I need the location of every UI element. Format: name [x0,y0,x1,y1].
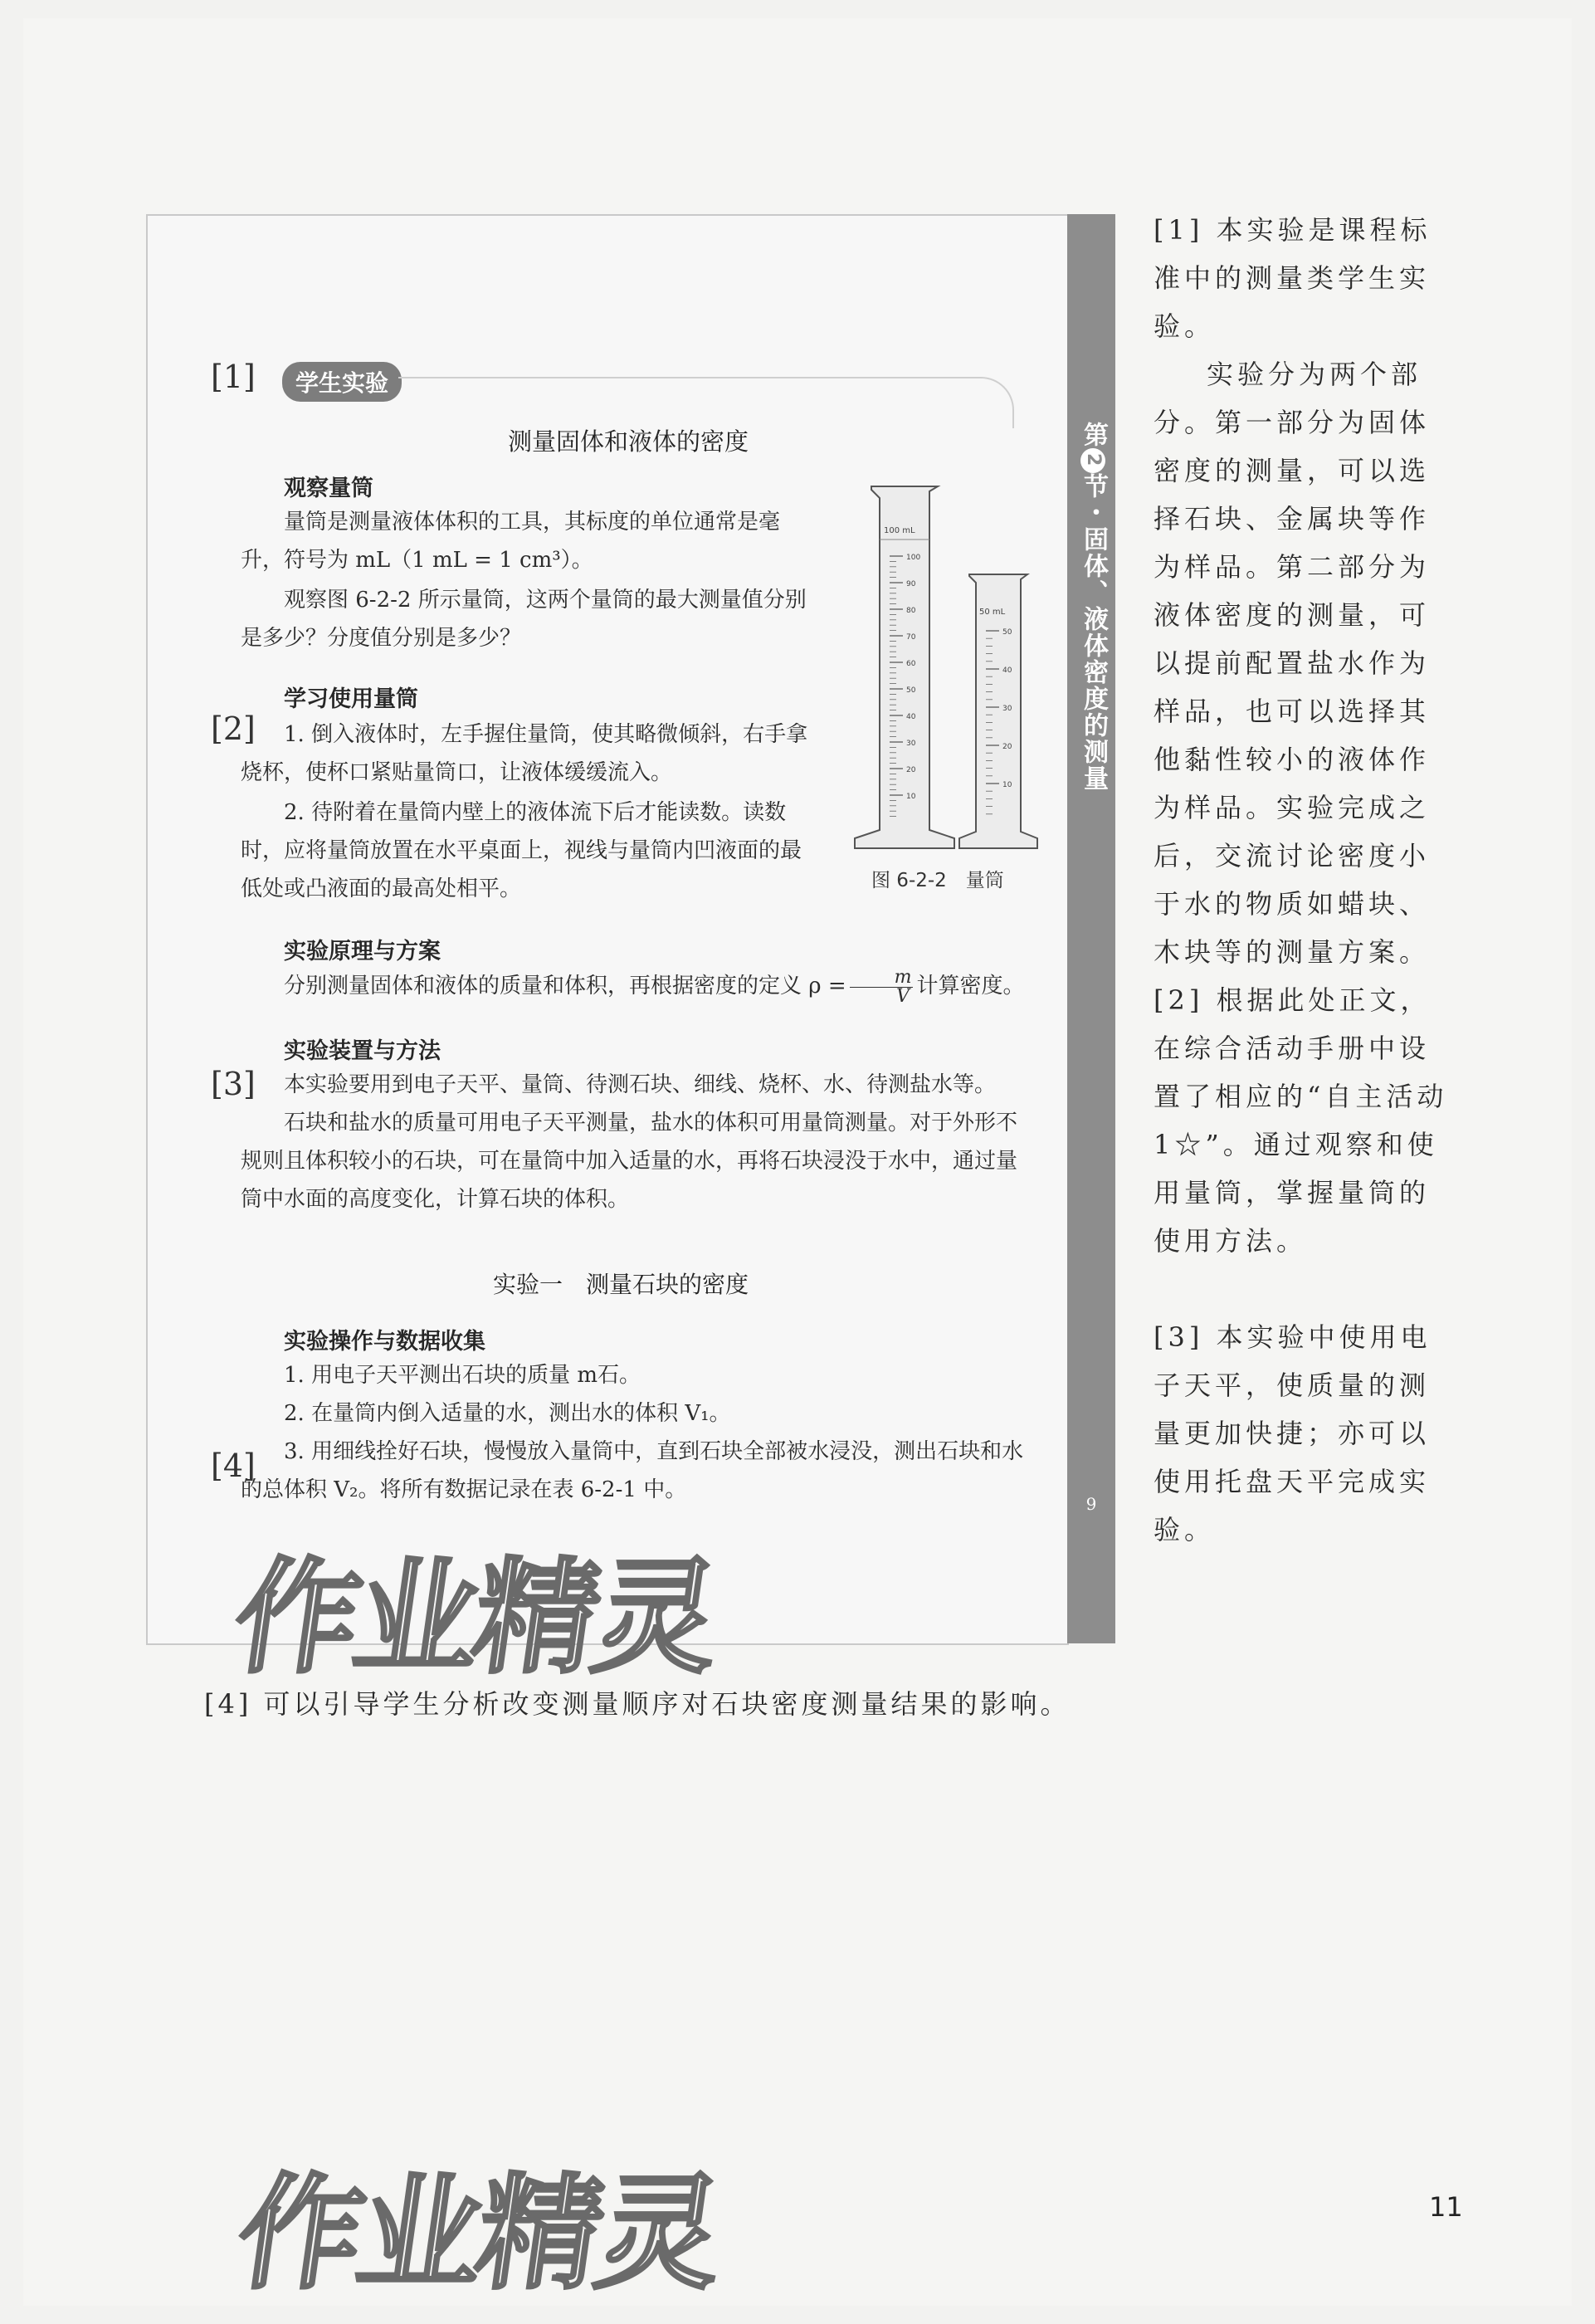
density-formula: $\frac{m}{V}$ [850,969,914,1006]
panel-border [398,377,1014,428]
cylinder-small-tick-label: 50 [1002,628,1012,637]
footnote-4: [4] 可以引导学生分析改变测量顺序对石块密度测量结果的影响。 [204,1688,1071,1720]
cylinder-large-tick-label: 10 [906,793,916,801]
margin-note-2: [2] 根据此处正文，在综合活动手册中设置了相应的“自主活动 1☆”。通过观察和使用量筒，掌握量筒的使用方法。 [1154,984,1448,1257]
para-method-1: 本实验要用到电子天平、量筒、待测石块、细线、烧杯、水、待测盐水等。 [284,1072,997,1097]
cylinder-large-tick-label: 40 [906,713,916,721]
para-method-2: 石块和盐水的质量可用电子天平测量，盐水的体积可用量筒测量。对于外形不规则且体积较小的石块，可在量筒中加入适量的水，再将石块浸没于水中，通过量筒中水面的高度变化，计算石块的体积。 [241,1111,1018,1212]
para-principle: 分别测量固体和液体的质量和体积，再根据密度的定义 ρ = $\frac{m}{V}$ 计算密度。 [284,966,1025,1007]
cylinder-large [855,486,954,848]
cylinder-small-tick-label: 10 [1002,781,1012,789]
cylinder-large-tick-label: 60 [906,660,916,668]
op-1: 1. 用电子天平测出石块的质量 m石。 [284,1363,641,1388]
para-learn-2: 2. 待附着在量筒内壁上的液体流下后才能读数。读数时，应将量筒放置在水平桌面上，视线与量筒内凹液面的最低处或凸液面的最高处相平。 [241,800,802,901]
cylinder-large-tick-label: 90 [906,580,916,588]
chapter-side-title: 第2节・固体、液体密度的测量 [1079,422,1108,792]
cylinder-small-tick-label: 30 [1002,705,1012,713]
experiment-title: 测量固体和液体的密度 [508,427,749,456]
watermark-top: 作业精灵 [225,1546,724,1691]
margin-note-1: [1] 本实验是课程标准中的测量类学生实验。 [1154,214,1432,342]
section-operations: 实验操作与数据收集 [284,1329,485,1355]
section-observe: 观察量筒 [284,476,373,501]
marker-3: [3] [211,1066,256,1102]
graduated-cylinders-figure [838,473,1046,863]
excerpt-page-number: 9 [1085,1494,1097,1514]
section-learn: 学习使用量筒 [284,686,418,712]
cylinder-small-label: 50 mL [979,608,1006,617]
watermark-bottom: 作业精灵 [228,2162,728,2307]
cylinder-large-tick-label: 20 [906,766,916,774]
cylinder-small-tick-label: 40 [1002,666,1012,675]
cylinder-small-tick-label: 20 [1002,743,1012,751]
cylinder-large-tick-label: 80 [906,607,916,615]
marker-1: [1] [211,359,256,395]
student-experiment-badge: 学生实验 [282,362,402,402]
para-learn-1: 1. 倒入液体时，左手握住量筒，使其略微倾斜，右手拿烧杯，使杯口紧贴量筒口，让液体缓缓流入。 [241,722,808,785]
margin-note-1-continued: 实验分为两个部分。第一部分为固体密度的测量，可以选择石块、金属块等作为样品。第二部分为液体密度的测量，可以提前配置盐水作为样品，也可以选择其他黏性较小的液体作为样品。实验完成之后，交流讨论密度小于水的物质如蜡块、木块等的测量方案。 [1154,359,1431,968]
margin-note-3: [3] 本实验中使用电子天平，使质量的测量更加快捷；亦可以使用托盘天平完成实验。 [1154,1321,1432,1545]
marker-4: [4] [211,1448,256,1484]
figure-caption: 图 6-2-2 量筒 [871,870,1004,891]
cylinder-large-tick-label: 100 [906,554,921,562]
cylinder-large-tick-label: 30 [906,740,916,748]
cylinder-large-label: 100 mL [884,526,915,535]
op-3: 3. 用细线拴好石块，慢慢放入量筒中，直到石块全部被水浸没，测出石块和水的总体积 V₂。将所有数据记录在表 6-2-1 中。 [241,1439,1024,1502]
cylinder-large-tick-label: 50 [906,686,916,695]
para-observe-1: 量筒是测量液体体积的工具，其标度的单位通常是毫升，符号为 mL（1 mL = 1 cm³）。 [241,510,781,573]
section-method: 实验装置与方法 [284,1038,441,1064]
page-number: 11 [1429,2191,1463,2223]
cylinder-large-tick-label: 70 [906,633,916,642]
para-observe-2: 观察图 6-2-2 所示量筒，这两个量筒的最大测量值分别是多少？分度值分别是多少？ [241,588,807,651]
section-principle: 实验原理与方案 [284,939,441,964]
op-2: 2. 在量筒内倒入适量的水，测出水的体积 V₁。 [284,1401,731,1426]
experiment-one-title: 实验一 测量石块的密度 [493,1271,749,1298]
marker-2: [2] [211,710,256,747]
